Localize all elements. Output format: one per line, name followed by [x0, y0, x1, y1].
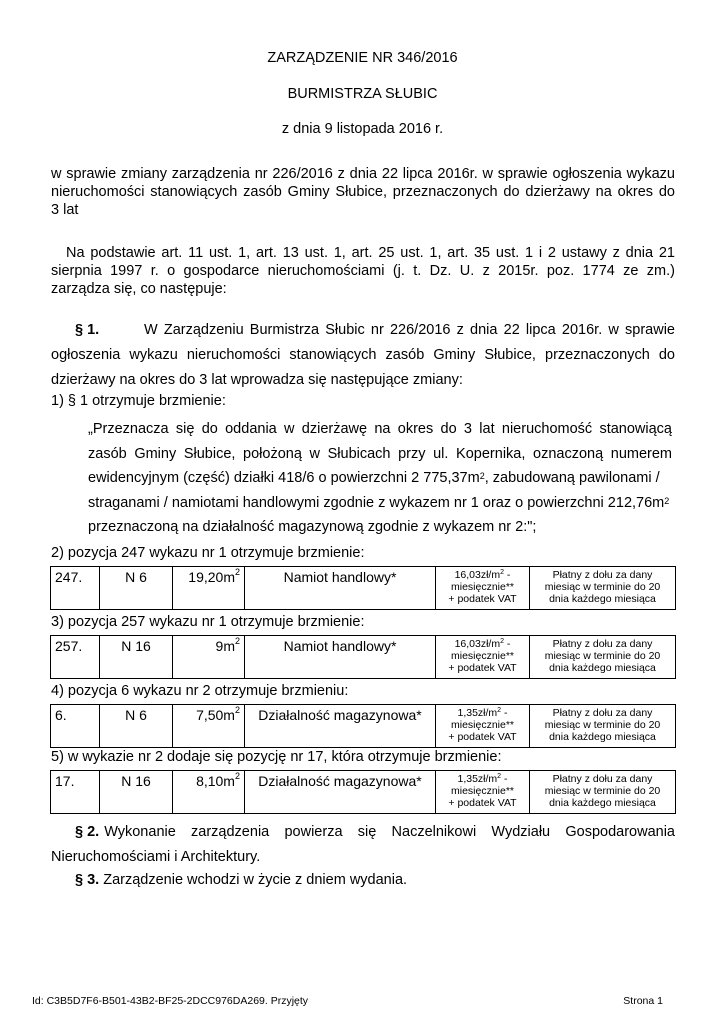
- fee-period: miesięcznie**: [450, 650, 515, 662]
- area-value: 7,50m: [196, 707, 235, 723]
- fee-rate-suffix: -: [501, 773, 508, 785]
- paragraph-2: [51, 820, 675, 870]
- subject-line: 3 lat: [51, 202, 79, 218]
- cell-lot-id: N 6: [100, 705, 173, 748]
- superscript: 2: [500, 638, 504, 645]
- cell-area: [173, 771, 245, 814]
- quote-segment: [88, 466, 660, 491]
- superscript: 2: [500, 569, 504, 576]
- payment-line: dnia każdego miesiąca: [549, 662, 656, 674]
- area-value: 9m: [215, 638, 235, 654]
- footer-document-id: Id: C3B5D7F6-B501-43B2-BF25-2DCC976DA269. Przyjęty: [32, 995, 309, 1007]
- paragraph-mark: § 3.: [75, 872, 100, 888]
- basis-line: zarządza się, co następuje:: [51, 281, 227, 297]
- paragraph-line: ogłoszenia wykazu nieruchomości stanowiących zasób Gminy Słubice, przeznaczonych do: [51, 347, 675, 363]
- paragraph-2-first-line: [51, 820, 675, 845]
- cell-position-number: 247.: [51, 567, 100, 610]
- legal-basis: [51, 244, 675, 298]
- quote-line: przeznaczoną na działalność magazynową zgodnie z wykazem nr 2:";: [88, 519, 537, 535]
- cell-use: Namiot handlowy*: [245, 567, 436, 610]
- payment-line: Płatny z dołu za dany: [552, 638, 653, 650]
- superscript: 2: [234, 636, 240, 646]
- subject-line: w sprawie zmiany zarządzenia nr 226/2016 z dnia 22 lipca 2016r. w sprawie ogłoszenia wykazu: [51, 166, 675, 182]
- basis-line: Na podstawie art. 11 ust. 1, art. 13 ust. 1, art. 25 ust. 1, art. 35 ust. 1 i 2 ustawy z dnia 21: [66, 245, 675, 261]
- amendment-4-heading: 4) pozycja 6 wykazu nr 2 otrzymuje brzmieniu:: [51, 683, 349, 699]
- subject: [51, 165, 675, 219]
- cell-use: Działalność magazynowa*: [245, 771, 436, 814]
- table-row: [51, 636, 676, 679]
- quote-text: , zabudowaną pawilonami /: [484, 470, 660, 486]
- payment-line: miesiąc w terminie do 20: [544, 785, 661, 797]
- quote-line: zasób Gminy Słubice, położoną w Słubicach przy ul. Kopernika, oznaczoną numerem: [88, 445, 672, 462]
- amendment-2-heading: 2) pozycja 247 wykazu nr 1 otrzymuje brzmienie:: [51, 545, 365, 561]
- amendment-1-quote: [88, 417, 672, 540]
- cell-payment-terms: [530, 771, 676, 814]
- superscript: 2: [234, 567, 240, 577]
- amendment-1-heading: 1) § 1 otrzymuje brzmienie:: [51, 393, 226, 409]
- paragraph-line: Wykonanie zarządzenia powierza się Naczelnikowi Wydziału Gospodarowania: [104, 824, 675, 840]
- paragraph-mark: § 2.: [75, 824, 100, 840]
- paragraph-3: [75, 872, 407, 888]
- paragraph-line: dzierżawy na okres do 3 lat wprowadza się następujące zmiany:: [51, 372, 463, 388]
- area-value: 19,20m: [188, 569, 235, 585]
- fee-rate: [440, 773, 525, 785]
- fee-period: miesięcznie**: [450, 581, 515, 593]
- record-table: [50, 770, 676, 814]
- cell-fee: [436, 771, 530, 814]
- payment-line: dnia każdego miesiąca: [549, 593, 656, 605]
- cell-position-number: 6.: [51, 705, 100, 748]
- superscript: 2: [664, 495, 670, 506]
- superscript: 2: [234, 705, 240, 715]
- cell-lot-id: N 16: [100, 636, 173, 679]
- subject-line: nieruchomości stanowiących zasób Gminy Słubice, przeznaczonych do dzierżawy na okres do: [51, 184, 675, 200]
- fee-rate: [440, 569, 525, 581]
- payment-line: dnia każdego miesiąca: [549, 797, 656, 809]
- paragraph-1-first-line: [51, 318, 675, 343]
- paragraph-line: W Zarządzeniu Burmistrza Słubic nr 226/2016 z dnia 22 lipca 2016r. w sprawie: [144, 322, 675, 338]
- amendment-3-heading: 3) pozycja 257 wykazu nr 1 otrzymuje brzmienie:: [51, 614, 365, 630]
- paragraph-line: Nieruchomościami i Architektury.: [51, 849, 261, 865]
- fee-rate-suffix: -: [504, 638, 511, 650]
- fee-rate-text: 1,35zł/m: [457, 707, 498, 719]
- fee-period: miesięcznie**: [450, 785, 515, 797]
- document-title: ZARZĄDZENIE NR 346/2016: [267, 50, 458, 66]
- footer-page-number: Strona 1: [623, 995, 663, 1007]
- amendment-5-heading: 5) w wykazie nr 2 dodaje się pozycję nr 17, która otrzymuje brzmienie:: [51, 749, 502, 765]
- table-row: [51, 771, 676, 814]
- fee-rate-suffix: -: [504, 569, 511, 581]
- paragraph-mark: § 1.: [75, 322, 100, 338]
- payment-line: dnia każdego miesiąca: [549, 731, 656, 743]
- fee-period: miesięcznie**: [450, 719, 515, 731]
- cell-area: [173, 636, 245, 679]
- record-table: [50, 566, 676, 610]
- quote-line: [88, 491, 672, 516]
- fee-rate: [440, 638, 525, 650]
- superscript: 2: [234, 771, 240, 781]
- cell-payment-terms: [530, 705, 676, 748]
- fee-tax: + podatek VAT: [448, 731, 517, 743]
- fee-tax: + podatek VAT: [448, 662, 517, 674]
- record-table: [50, 635, 676, 679]
- cell-use: Działalność magazynowa*: [245, 705, 436, 748]
- cell-position-number: 17.: [51, 771, 100, 814]
- quote-text: ewidencyjnym (część) działki 418/6 o powierzchni 2 775,37m: [88, 470, 480, 486]
- table-row: [51, 705, 676, 748]
- cell-payment-terms: [530, 567, 676, 610]
- paragraph-line: Zarządzenie wchodzi w życie z dniem wydania.: [103, 872, 408, 888]
- fee-tax: + podatek VAT: [448, 593, 517, 605]
- paragraph-1: [51, 318, 675, 393]
- payment-line: miesiąc w terminie do 20: [544, 719, 661, 731]
- area-value: 8,10m: [196, 773, 235, 789]
- cell-fee: [436, 567, 530, 610]
- cell-lot-id: N 16: [100, 771, 173, 814]
- superscript: 2: [479, 471, 485, 481]
- superscript: 2: [497, 773, 502, 780]
- table-row: [51, 567, 676, 610]
- fee-rate-text: 16,03zł/m: [454, 569, 501, 581]
- document-authority: BURMISTRZA SŁUBIC: [287, 86, 438, 102]
- basis-line: sierpnia 1997 r. o gospodarce nieruchomościami (j. t. Dz. U. z 2015r. poz. 1774 ze zm.): [51, 263, 675, 279]
- fee-rate: [440, 707, 525, 719]
- fee-tax: + podatek VAT: [448, 797, 517, 809]
- payment-line: miesiąc w terminie do 20: [544, 581, 661, 593]
- fee-rate-text: 16,03zł/m: [454, 638, 501, 650]
- superscript: 2: [497, 707, 502, 714]
- cell-lot-id: N 6: [100, 567, 173, 610]
- cell-area: [173, 567, 245, 610]
- quote-text: straganami / namiotami handlowymi zgodnie z wykazem nr 1 oraz o powierzchni 212,76m: [88, 494, 665, 511]
- payment-line: miesiąc w terminie do 20: [544, 650, 661, 662]
- cell-use: Namiot handlowy*: [245, 636, 436, 679]
- fee-rate-text: 1,35zł/m: [457, 773, 498, 785]
- payment-line: Płatny z dołu za dany: [552, 569, 653, 581]
- record-table: [50, 704, 676, 748]
- quote-line: [88, 466, 672, 491]
- quote-line: „Przeznacza się do oddania w dzierżawę na okres do 3 lat nieruchomość stanowiącą: [88, 421, 672, 437]
- cell-position-number: 257.: [51, 636, 100, 679]
- document-date: z dnia 9 listopada 2016 r.: [281, 121, 444, 137]
- cell-fee: [436, 636, 530, 679]
- payment-line: Płatny z dołu za dany: [552, 707, 653, 719]
- payment-line: Płatny z dołu za dany: [552, 773, 653, 785]
- cell-fee: [436, 705, 530, 748]
- cell-payment-terms: [530, 636, 676, 679]
- fee-rate-suffix: -: [501, 707, 508, 719]
- cell-area: [173, 705, 245, 748]
